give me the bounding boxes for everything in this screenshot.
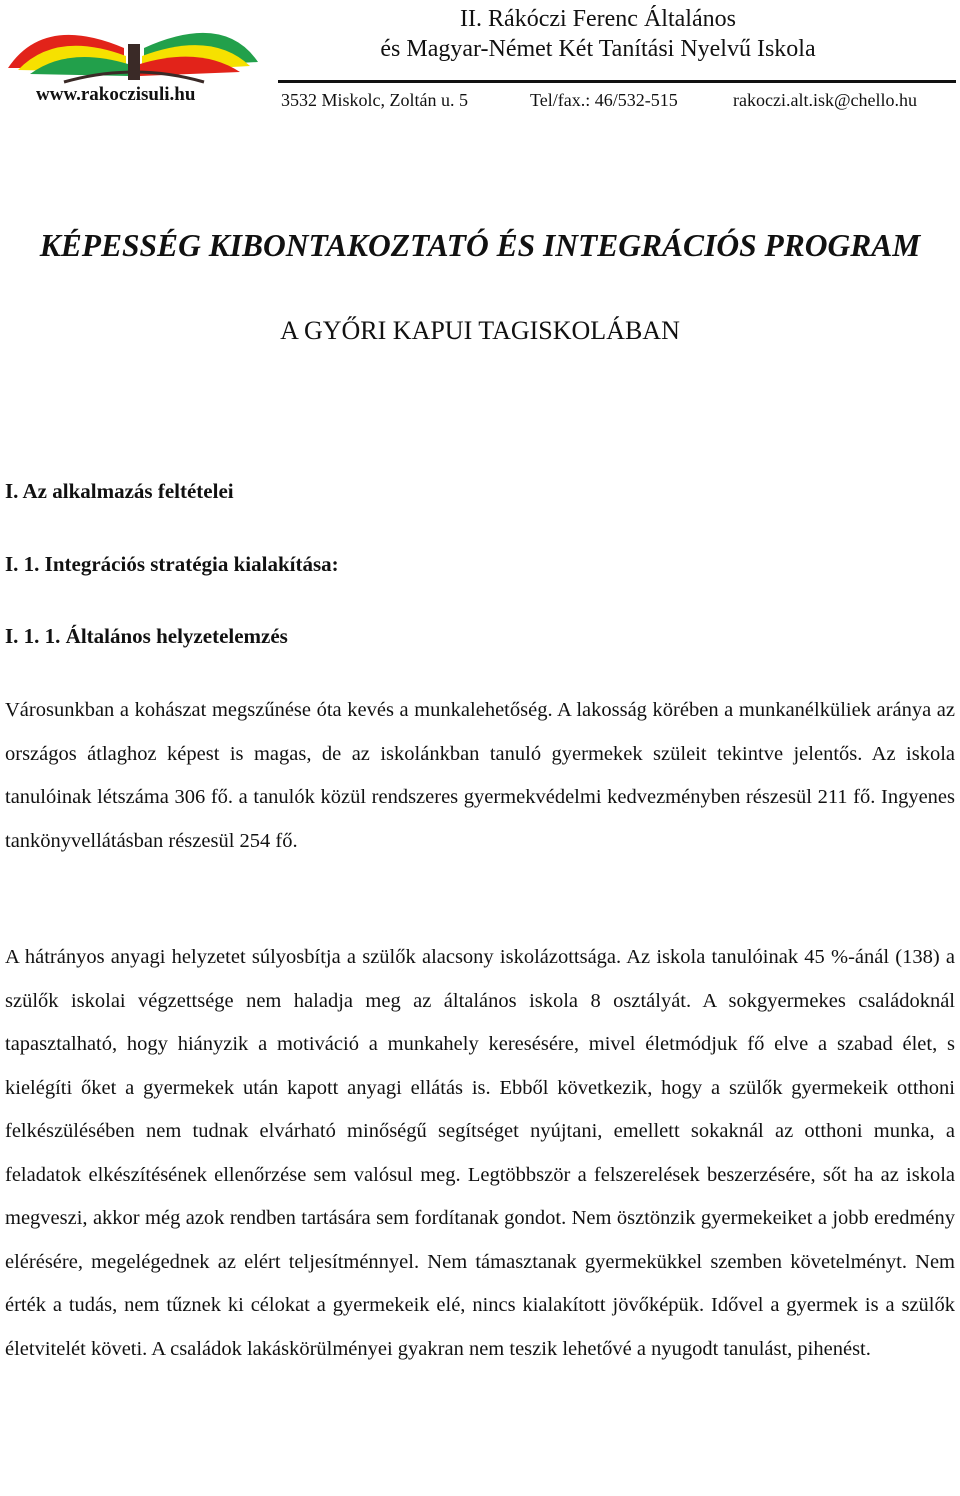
section-heading-1: I. Az alkalmazás feltételei <box>5 479 234 503</box>
section-heading-1-1: I. 1. Integrációs stratégia kialakítása: <box>5 552 339 576</box>
school-name-line2: és Magyar-Német Két Tanítási Nyelvű Iskola <box>380 36 816 62</box>
school-email: rakoczi.alt.isk@chello.hu <box>733 90 918 110</box>
logo-spine <box>128 44 140 80</box>
school-name <box>278 4 918 64</box>
paragraph-situation: Városunkban a kohászat megszűnése óta kevés a munkalehetőség. A lakosság körében a munkanélküliek aránya az országos átlaghoz képest is magas, de az iskolánkban tanuló gyermekek szüleit tekintve jelentős. Az iskola tanulóinak létszáma 306 fő. a tanulók közül rendszeres gyermekvédelmi kedvezményben részesül 211 fő. Ingyenes tankönyvellátásban részesül 254 fő. <box>5 699 955 852</box>
school-phone: Tel/fax.: 46/532-515 <box>530 90 678 110</box>
school-logo <box>4 4 266 108</box>
document-title: KÉPESSÉG KIBONTAKOZTATÓ ÉS INTEGRÁCIÓS PROGRAM <box>39 228 921 263</box>
section-heading-1-1-1: I. 1. 1. Általános helyzetelemzés <box>5 624 288 648</box>
paragraph-disadvantage: A hátrányos anyagi helyzetet súlyosbítja a szülők alacsony iskolázottsága. Az iskola tanulóinak 45 %-ánál (138) a szülők iskolai végzettsége nem haladja meg az általános iskola 8 osztályát. A sokgyermekes családoknál tapasztalható, hogy hiányzik a motiváció a munkahely keresésére, mivel életmódjuk fő elve a szabad élet, s kielégíti őket a gyermekek után kapott anyagi ellátás is. Ebből következik, hogy a szülők gyermekeik otthoni felkészülésében nem tudnak elvárható minőségű segítséget nyújtani, emellett sokaknál az otthoni munka, a feladatok elkészítésének ellenőrzése sem valósul meg. Legtöbbször a felszerelések beszerzésére, sőt ha az iskola megveszi, akkor még azok rendben tartására sem fordítanak gondot. Nem ösztönzik gyermekeiket a jobb eredmény elérésére, megelégednek az elért teljesítménnyel. Nem támasztanak gyermekükkel szemben követelményt. Nem érték a tudás, nem tűznek ki célokat a gyermekeik elé, nincs kialakított jövőképük. Idővel a gyermek is a szülők életvitelét követi. A családok lakáskörülményei gyakran nem teszik lehetővé a nyugodt tanulást, pihenést. <box>5 946 955 1360</box>
header-divider <box>278 80 956 83</box>
school-name-line1: II. Rákóczi Ferenc Általános <box>460 6 736 32</box>
document-subtitle: A GYŐRI KAPUI TAGISKOLÁBAN <box>280 316 680 345</box>
school-address: 3532 Miskolc, Zoltán u. 5 <box>281 90 468 110</box>
open-book-icon <box>4 4 266 88</box>
school-website: www.rakoczisuli.hu <box>36 84 196 105</box>
